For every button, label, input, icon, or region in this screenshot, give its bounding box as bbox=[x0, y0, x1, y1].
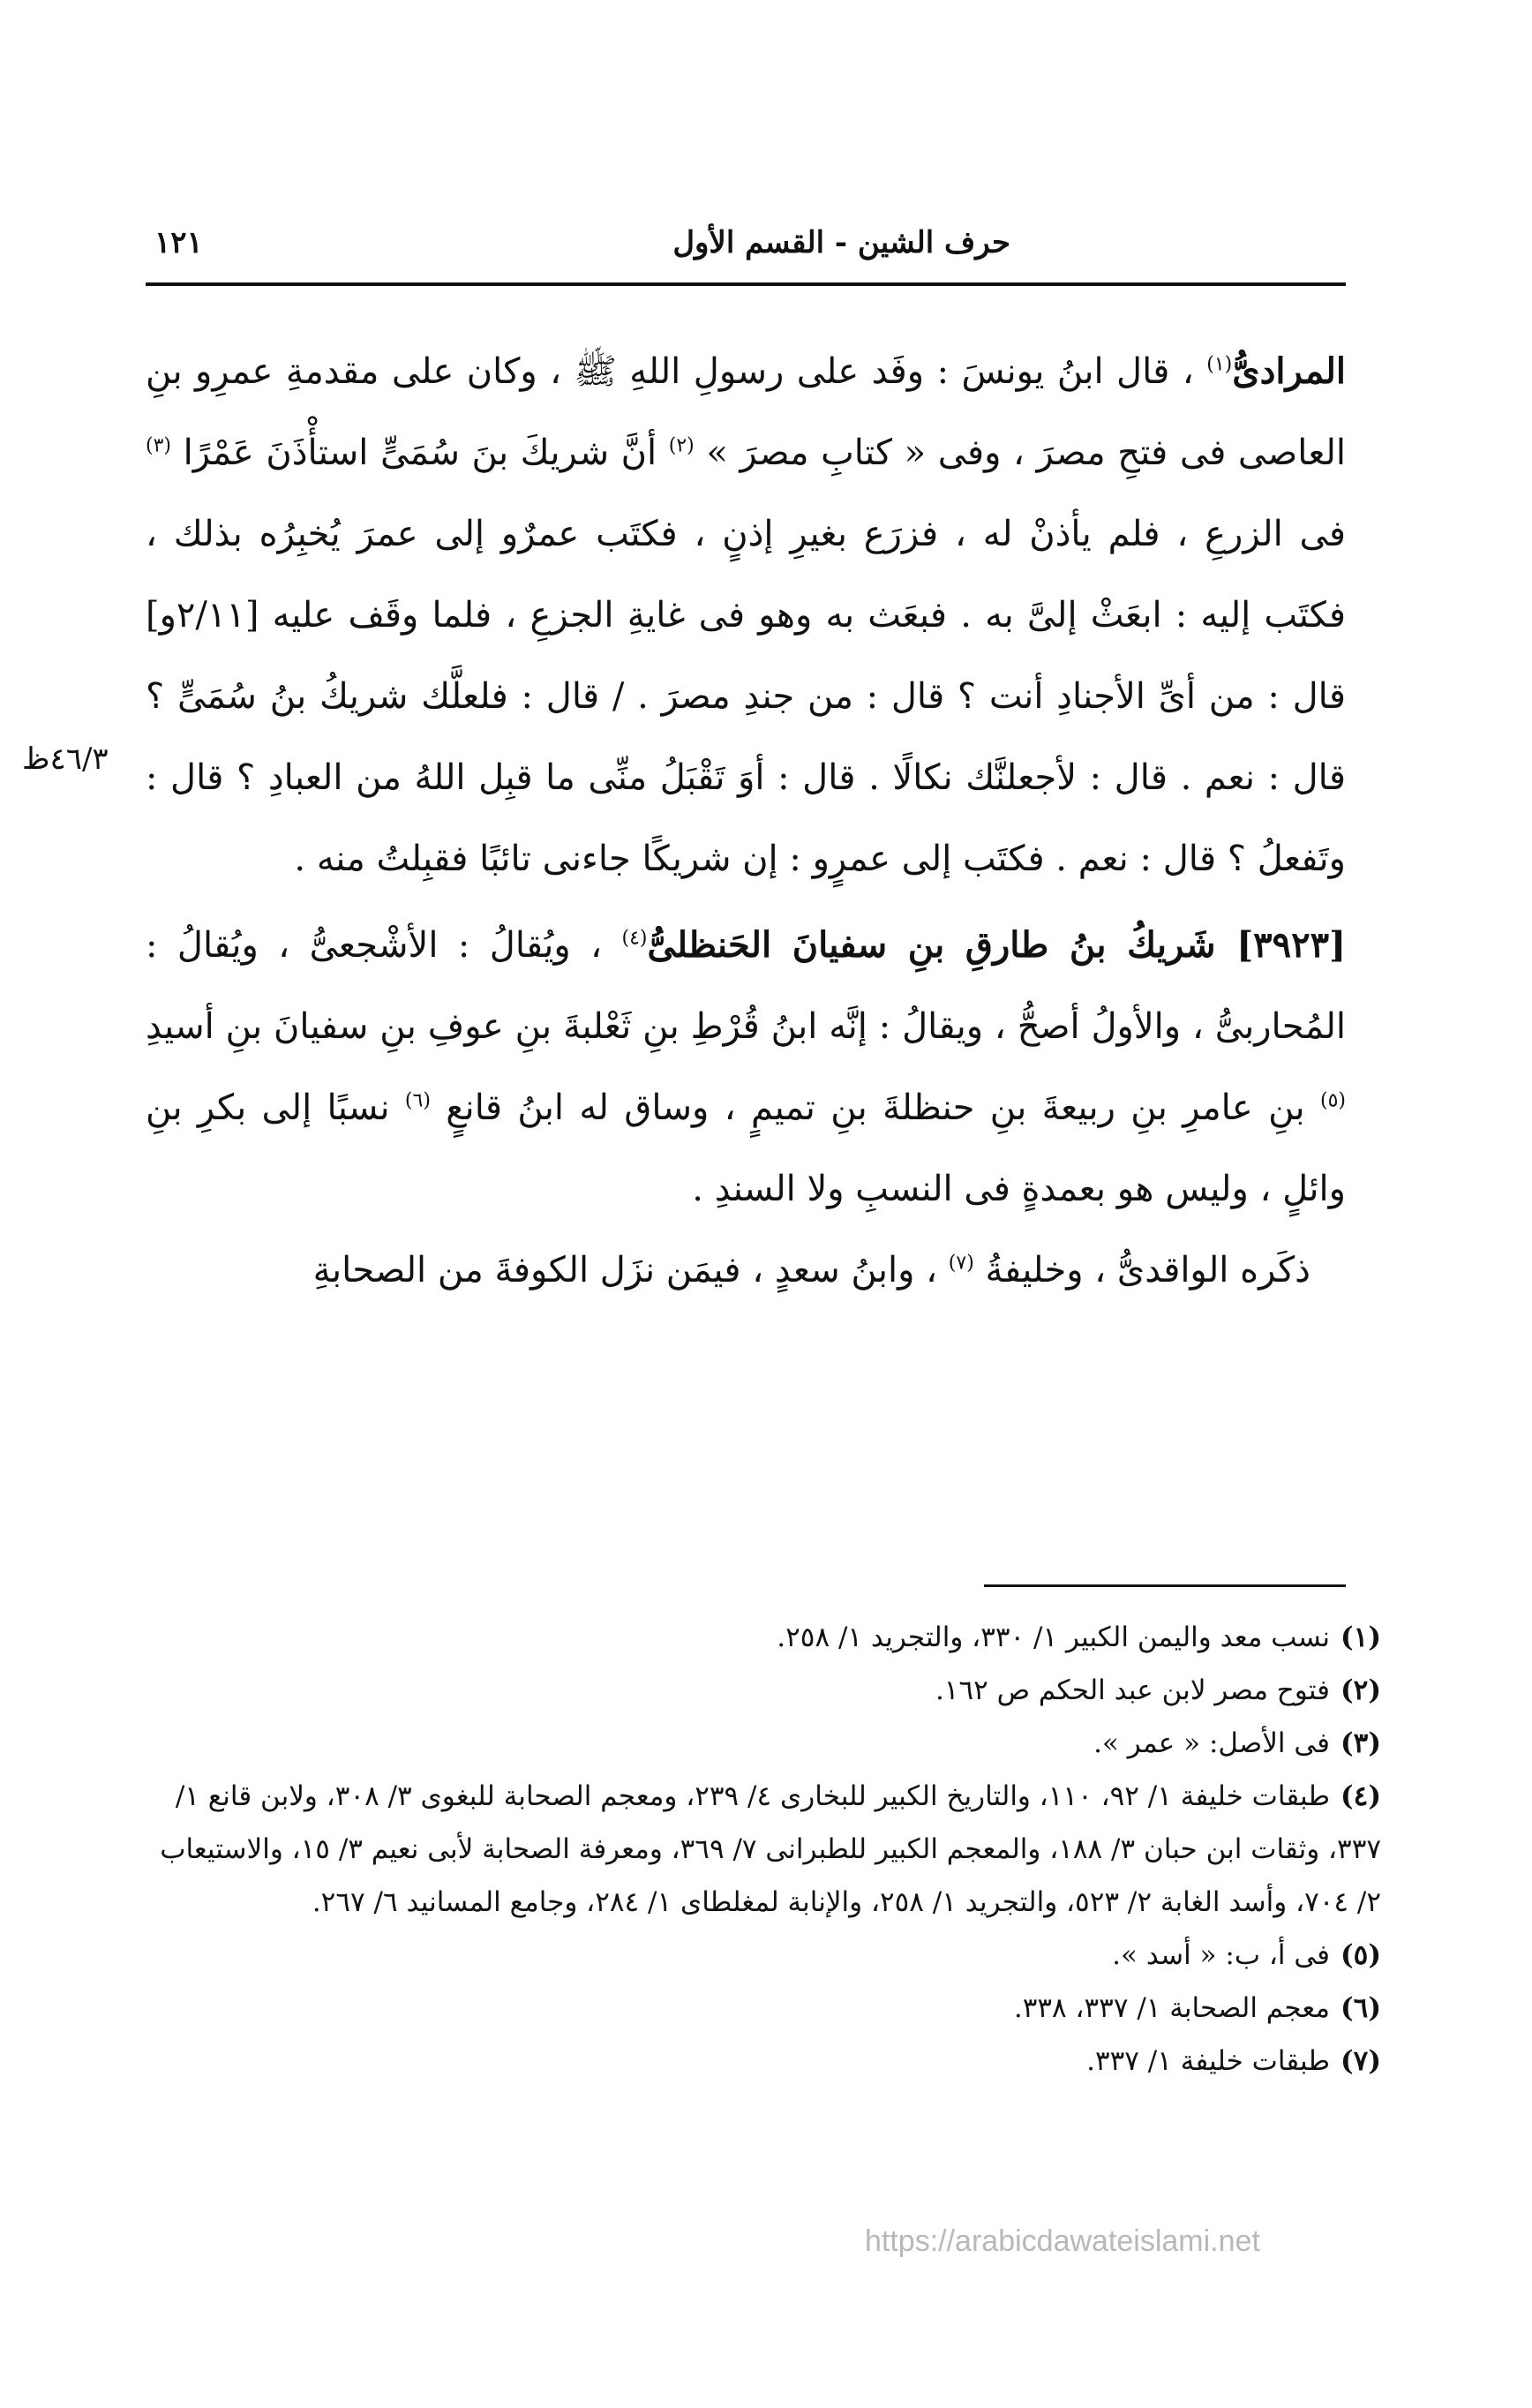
footnote-number: (٢) bbox=[1340, 1674, 1381, 1706]
text-run: ذكَره الواقدىُّ ، وخليفةُ bbox=[973, 1250, 1310, 1291]
footnote-ref: (٦) bbox=[404, 1089, 431, 1112]
footnote bbox=[146, 2035, 1381, 2088]
footnote bbox=[146, 1664, 1381, 1717]
footnote-ref: (٧) bbox=[948, 1252, 974, 1275]
footnote-number: (٦) bbox=[1340, 1992, 1381, 2024]
footnote-text: طبقات خليفة ١/ ٣٣٧. bbox=[1086, 2045, 1330, 2077]
footnote bbox=[146, 1982, 1381, 2035]
footnote-number: (٣) bbox=[1340, 1727, 1381, 1759]
footnote bbox=[146, 1717, 1381, 1770]
footnote-text: فى أ، ب: « أسد ». bbox=[1112, 1939, 1330, 1971]
text-run: نسبًا إلى بكرِ بنِ وائلٍ ، وليس هو بعمدةٍ فى النسبِ ولا السندِ . bbox=[146, 1087, 1346, 1209]
footnote-ref: (٥) bbox=[1319, 1089, 1346, 1112]
footnote-number: (٤) bbox=[1340, 1780, 1381, 1812]
footnote-text: فى الأصل: « عمر ». bbox=[1093, 1727, 1330, 1759]
footnote-number: (١) bbox=[1340, 1622, 1381, 1653]
footnote-rule bbox=[984, 1584, 1346, 1587]
footnotes bbox=[146, 1611, 1381, 2088]
text-run: فى الزرعِ ، فلم يأذنْ له ، فزرَع بغيرِ إذنٍ ، فكتَب عمرٌو إلى عمرَ يُخبِرُه بذلك ، فكتَب إليه : ابعَثْ إلىَّ به . فبعَث به وهو فى غايةِ الجزعِ ، فلما وقَف عليه [٢/١١و] قال : من أىِّ الأجنادِ أنت ؟ قال : من جندِ مصرَ . / قال : فلعلَّك شريكُ بنُ سُمَىٍّ ؟ قال : نعم . قال : لأجعلنَّك نكالًا . قال : أوَ تَقْبَلُ منِّى ما قبِل اللهُ من العبادِ ؟ قال : وتَفعلُ ؟ قال : نعم . فكتَب إلى عمرٍو : إن شريكًا جاءنى تائبًا فقبِلتُ منه . bbox=[146, 514, 1346, 879]
footnote-ref: (٣) bbox=[146, 434, 172, 457]
footnote-number: (٥) bbox=[1340, 1939, 1381, 1971]
footnote-ref: (٢) bbox=[668, 434, 695, 457]
footnote bbox=[146, 1929, 1381, 1982]
watermark-url: https://arabicdawateislami.net bbox=[865, 2224, 1260, 2258]
paragraph-1 bbox=[146, 331, 1346, 899]
entry-name: المرادىُّ bbox=[1232, 350, 1346, 392]
running-title: حرف الشين - القسم الأول bbox=[672, 225, 1010, 260]
footnote bbox=[146, 1770, 1381, 1929]
main-text bbox=[146, 331, 1346, 1311]
text-run: بنِ عامرِ بنِ ربيعةَ بنِ حنظلةَ بنِ تميمٍ ، وساق له ابنُ قانعٍ bbox=[430, 1087, 1320, 1128]
text-run: ، ويُقالُ : الأشْجعىُّ ، ويُقالُ : المُحاربىُّ ، والأولُ أصحُّ ، ويقالُ : إنَّه ابنُ قُرْطِ بنِ ثَعْلبةَ بنِ عوفِ بنِ سفيانَ بنِ أسيدِ bbox=[146, 925, 1346, 1047]
entry-number: [٣٩٢٣] bbox=[1236, 924, 1347, 966]
paragraph-2 bbox=[146, 905, 1346, 1230]
text-run: ، قال ابنُ يونسَ : وفَد على رسولِ اللهِ ﷺ ، وكان على مقدمةِ عمرِو بنِ العاصى فى فتحِ مصرَ ، وفى « كتابِ مصرَ » bbox=[146, 351, 1346, 473]
footnote-text: معجم الصحابة ١/ ٣٣٧، ٣٣٨. bbox=[1013, 1992, 1330, 2024]
margin-reference: ٤٦/٣ظ bbox=[22, 741, 109, 777]
footnote-ref: (٤) bbox=[621, 927, 648, 950]
footnote bbox=[146, 1611, 1381, 1664]
header-rule bbox=[146, 282, 1346, 286]
footnote-number: (٧) bbox=[1340, 2045, 1381, 2077]
entry-name: شَريكُ بنُ طارقِ بنِ سفيانَ الحَنظلىُّ bbox=[647, 924, 1237, 966]
footnote-text: نسب معد واليمن الكبير ١/ ٣٣٠، والتجريد ١/ ٢٥٨. bbox=[777, 1622, 1330, 1653]
footnote-text: طبقات خليفة ١/ ٩٢، ١١٠، والتاريخ الكبير للبخارى ٤/ ٢٣٩، ومعجم الصحابة للبغوى ٣/ ٣٠٨، ولابن قانع ١/ ٣٣٧، وثقات ابن حبان ٣/ ١٨٨، والمعجم الكبير للطبرانى ٧/ ٣٦٩، ومعرفة الصحابة لأبى نعيم ٣/ ١٥، والاستيعاب ٢/ ٧٠٤، وأسد الغابة ٢/ ٥٢٣، والتجريد ١/ ٢٥٨، والإنابة لمغلطاى ١/ ٢٨٤، وجامع المسانيد ٦/ ٢٦٧. bbox=[160, 1780, 1381, 1918]
text-run: أنَّ شريكَ بنَ سُمَىٍّ استأْذَنَ عَمْرًا bbox=[171, 433, 669, 473]
text-run: ، وابنُ سعدٍ ، فيمَن نزَل الكوفةَ من الصحابةِ bbox=[312, 1250, 949, 1291]
page-number: ١٢١ bbox=[154, 225, 203, 260]
page-header bbox=[146, 216, 1346, 278]
paragraph-3 bbox=[146, 1230, 1346, 1311]
footnote-text: فتوح مصر لابن عبد الحكم ص ١٦٢. bbox=[935, 1674, 1330, 1706]
footnote-ref: (١) bbox=[1206, 353, 1233, 376]
